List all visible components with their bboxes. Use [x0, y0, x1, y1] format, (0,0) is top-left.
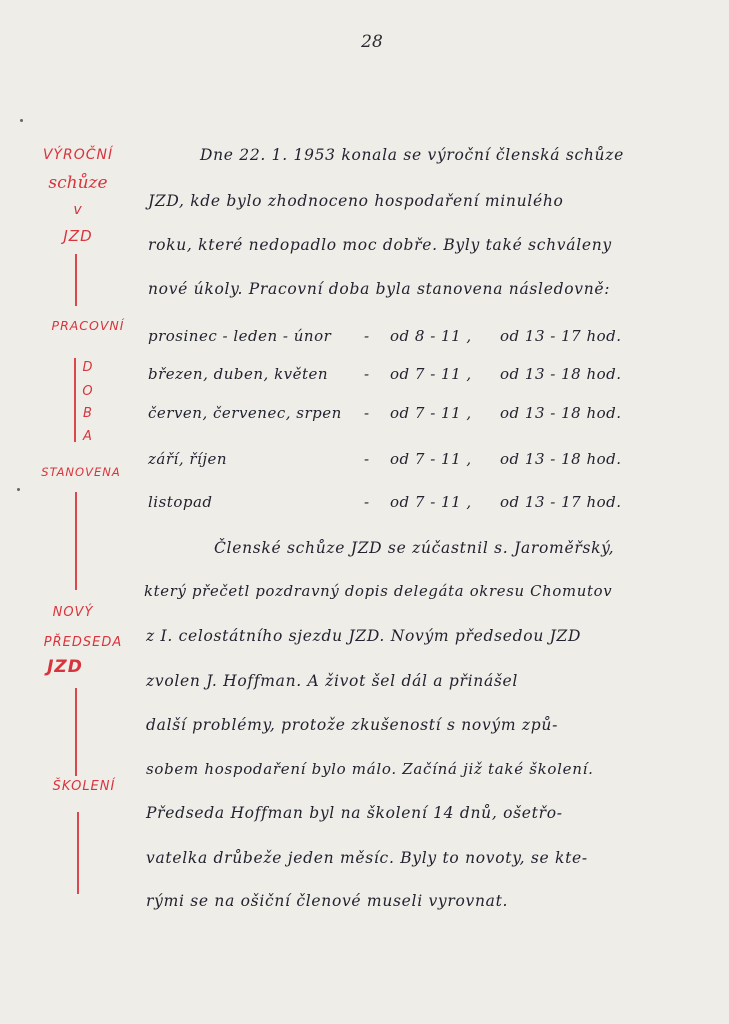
paragraph2-line-1: Členské schůze JZD se zúčastnil s. Jaroměřský, — [214, 539, 615, 557]
schedule-dash: - — [364, 404, 370, 422]
margin-line-5 — [77, 812, 79, 894]
paragraph1-line-4: nové úkoly. Pracovní doba byla stanovena následovně: — [148, 280, 611, 298]
margin-note-skoleni: ŠKOLENÍ — [52, 779, 116, 794]
paper-speck — [17, 488, 20, 491]
paper-speck — [20, 119, 23, 122]
schedule-afternoon-hours: od 13 - 18 hod. — [500, 404, 622, 422]
margin-line-1 — [75, 254, 77, 306]
schedule-months: září, říjen — [148, 450, 228, 468]
schedule-row — [148, 365, 648, 389]
margin-note-pracovni: PRACOVNÍ — [51, 318, 125, 333]
margin-note-doba-o: O — [82, 384, 94, 399]
schedule-afternoon-hours: od 13 - 18 hod. — [500, 365, 622, 383]
paragraph2-line-7: Předseda Hoffman byl na školení 14 dnů, ošetřo- — [146, 804, 563, 822]
paragraph2-line-2: který přečetl pozdravný dopis delegáta okresu Chomutov — [144, 583, 613, 600]
schedule-dash: - — [364, 450, 370, 468]
margin-note-vyrocni-title: VÝROČNÍ — [42, 147, 114, 163]
margin-note-vyrocni-v: v — [73, 202, 83, 218]
margin-note-vyrocni-schuze: schůze — [48, 173, 108, 193]
schedule-afternoon-hours: od 13 - 17 hod. — [500, 327, 622, 345]
schedule-months: červen, červenec, srpen — [148, 404, 342, 422]
paragraph2-line-3: z I. celostátního sjezdu JZD. Novým předsedou JZD — [146, 627, 582, 645]
schedule-morning-hours: od 7 - 11 , — [390, 450, 472, 468]
margin-note-doba-b: B — [83, 406, 93, 421]
schedule-afternoon-hours: od 13 - 17 hod. — [500, 493, 622, 511]
margin-note-vyrocni-jzd: JZD — [63, 227, 93, 245]
schedule-morning-hours: od 7 - 11 , — [390, 365, 472, 383]
paragraph2-line-4: zvolen J. Hoffman. A život šel dál a přinášel — [146, 672, 519, 690]
margin-note-stanovena: STANOVENA — [41, 465, 121, 479]
schedule-afternoon-hours: od 13 - 18 hod. — [500, 450, 622, 468]
paragraph2-line-9: rými se na ošiční členové museli vyrovnat. — [146, 892, 509, 910]
margin-note-jzd: JZD — [47, 657, 83, 677]
paragraph2-line-5: další problémy, protože zkušeností s novým způ- — [146, 716, 559, 734]
schedule-months: listopad — [148, 493, 213, 511]
schedule-row — [148, 450, 648, 474]
schedule-dash: - — [364, 327, 370, 345]
margin-note-doba-a: A — [83, 429, 93, 444]
schedule-months: prosinec - leden - únor — [148, 327, 332, 345]
schedule-dash: - — [364, 493, 370, 511]
schedule-morning-hours: od 8 - 11 , — [390, 327, 472, 345]
margin-line-4 — [75, 688, 77, 776]
schedule-months: březen, duben, květen — [148, 365, 329, 383]
schedule-dash: - — [364, 365, 370, 383]
paragraph2-line-6: sobem hospodaření bylo málo. Začíná již také školení. — [146, 760, 594, 778]
schedule-row — [148, 493, 648, 517]
schedule-row — [148, 327, 648, 351]
margin-line-2 — [74, 358, 76, 442]
paragraph2-line-8: vatelka drůbeže jeden měsíc. Byly to novoty, se kte- — [146, 849, 588, 867]
schedule-row — [148, 404, 648, 428]
paragraph1-line-2: JZD, kde bylo zhodnoceno hospodaření minulého — [148, 192, 564, 210]
margin-line-3 — [75, 492, 77, 590]
paragraph1-line-1: Dne 22. 1. 1953 konala se výroční členská schůze — [200, 146, 624, 164]
margin-note-predseda: PŘEDSEDA — [43, 635, 123, 650]
margin-note-doba-d: D — [82, 360, 94, 375]
paragraph1-line-3: roku, které nedopadlo moc dobře. Byly také schváleny — [148, 236, 612, 254]
schedule-morning-hours: od 7 - 11 , — [390, 493, 472, 511]
margin-note-novy: NOVÝ — [52, 605, 94, 620]
page-number: 28 — [361, 32, 383, 52]
schedule-morning-hours: od 7 - 11 , — [390, 404, 472, 422]
